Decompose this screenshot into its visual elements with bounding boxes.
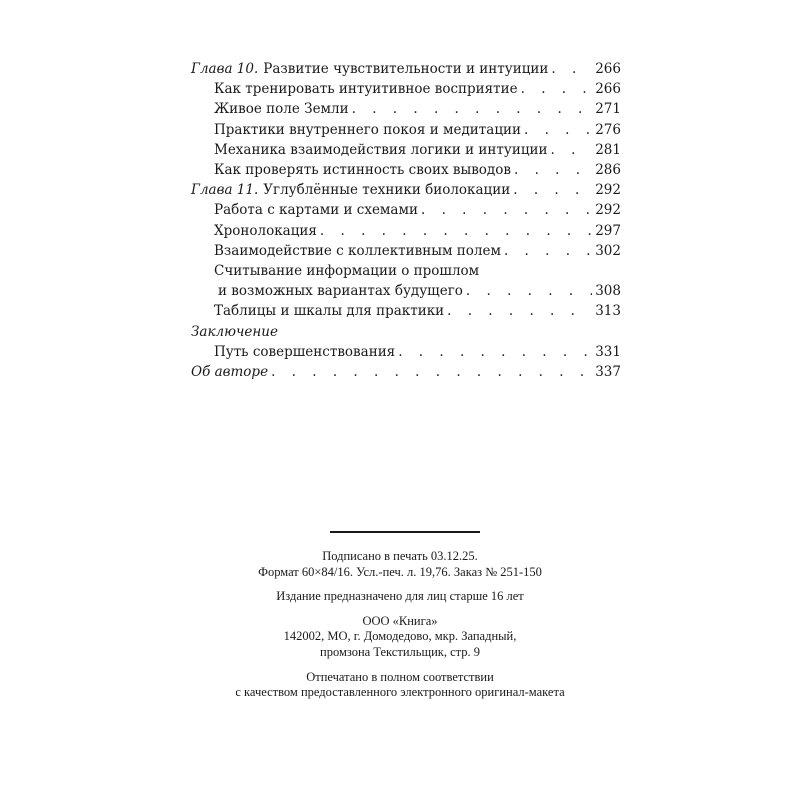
- section-title-continued: и возможных вариантах будущего: [218, 283, 463, 300]
- dot-leader: [398, 342, 592, 362]
- toc-section: [191, 160, 621, 180]
- printed-line-2: с качеством предоставленного электронного оригинал-макета: [235, 685, 565, 700]
- section-title: Хронолокация: [214, 222, 317, 239]
- about-author-title: Об авторе: [191, 364, 269, 381]
- dot-leader: [466, 281, 592, 301]
- page-number: 276: [595, 121, 621, 138]
- chapter-title: Развитие чувствительности и интуиции: [263, 61, 549, 77]
- age-rating: [200, 589, 600, 605]
- section-title: Живое поле Земли: [214, 101, 349, 118]
- page-number: 266: [595, 61, 621, 77]
- section-title: Таблицы и шкалы для практики: [214, 303, 445, 320]
- separator-rule: [330, 531, 480, 533]
- dot-leader: [352, 99, 593, 119]
- toc-section: [191, 342, 621, 362]
- page-number: 308: [595, 283, 621, 300]
- toc-section: [191, 120, 621, 140]
- section-title: Как проверять истинность своих выводов: [214, 162, 511, 179]
- age-rating-text: Издание предназначено для лиц старше 16 лет: [276, 589, 524, 604]
- toc-section-line2: [191, 281, 621, 301]
- page-number: 266: [595, 81, 621, 98]
- conclusion-title: Заключение: [191, 323, 278, 340]
- page-number: 292: [595, 202, 621, 219]
- page-number: 313: [595, 303, 621, 320]
- toc-section: [191, 99, 621, 119]
- toc-section: [191, 200, 621, 220]
- dot-leader: [504, 241, 592, 261]
- chapter-label: Глава 11.: [191, 182, 259, 199]
- toc-section: [191, 79, 621, 99]
- imprint-block: [200, 549, 600, 710]
- page-number: 281: [595, 141, 621, 158]
- section-title: Считывание информации о прошлом: [214, 263, 480, 280]
- dot-leader: [524, 120, 592, 140]
- dot-leader: [320, 221, 592, 241]
- format-info: Формат 60×84/16. Усл.-печ. л. 19,76. Заказ № 251-150: [258, 564, 542, 579]
- dot-leader: [514, 160, 592, 180]
- dot-leader: [551, 59, 592, 79]
- dot-leader: [271, 362, 592, 382]
- toc-chapter-10: [191, 59, 621, 79]
- toc-section: [191, 221, 621, 241]
- page-number: 337: [595, 364, 621, 381]
- dot-leader: [551, 140, 593, 160]
- dot-leader: [513, 180, 592, 200]
- page-number: 331: [595, 343, 621, 360]
- dot-leader: [447, 301, 592, 321]
- toc-section: [191, 301, 621, 321]
- publisher-name: ООО «Книга»: [362, 613, 438, 628]
- address-line-1: 142002, МО, г. Домодедово, мкр. Западный,: [283, 629, 517, 644]
- toc-section: [191, 140, 621, 160]
- signed-date: Подписано в печать 03.12.25.: [322, 549, 478, 563]
- toc-about-author: [191, 362, 621, 382]
- section-title: Практики внутреннего покоя и медитации: [214, 121, 521, 138]
- section-title: Взаимодействие с коллективным полем: [214, 242, 501, 259]
- section-title: Работа с картами и схемами: [214, 202, 418, 219]
- dot-leader: [421, 200, 592, 220]
- toc-conclusion-heading: [191, 322, 621, 342]
- section-title: Путь совершенствования: [214, 343, 396, 360]
- print-info: [200, 549, 600, 580]
- dot-leader: [521, 79, 593, 99]
- printing-note: [200, 670, 600, 701]
- page-number: 297: [595, 222, 621, 239]
- publisher-info: [200, 614, 600, 661]
- page-number: 302: [595, 242, 621, 259]
- page-number: 292: [595, 182, 621, 199]
- table-of-contents: [191, 59, 621, 382]
- section-title: Как тренировать интуитивное восприятие: [214, 81, 518, 98]
- page-number: 271: [595, 101, 621, 118]
- page-number: 286: [595, 162, 621, 179]
- chapter-title: Углублённые техники биолокации: [263, 182, 511, 199]
- chapter-label: Глава 10.: [191, 61, 259, 77]
- toc-section: [191, 241, 621, 261]
- toc-section-line1: [191, 261, 621, 281]
- address-line-2: промзона Текстильщик, стр. 9: [320, 644, 480, 659]
- toc-chapter-11: [191, 180, 621, 200]
- printed-line-1: Отпечатано в полном соответствии: [306, 669, 494, 684]
- section-title: Механика взаимодействия логики и интуиции: [214, 141, 548, 158]
